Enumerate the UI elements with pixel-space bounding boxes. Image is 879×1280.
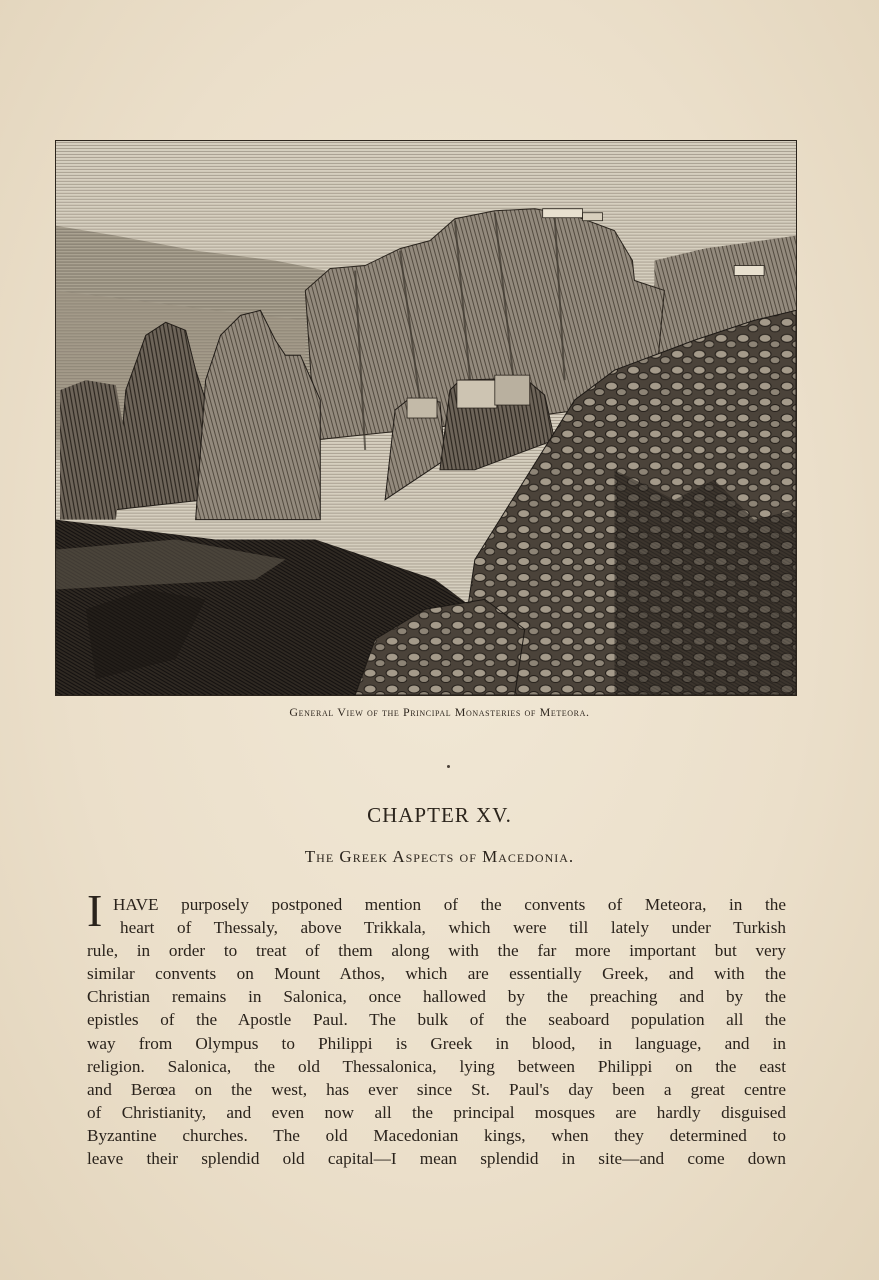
body-line: rule, in order to treat of them along with the far more important but very [87,941,786,961]
body-line: similar convents on Mount Athos, which are essentially Greek, and with the [87,964,786,984]
chapter-title: CHAPTER XV. [367,803,512,827]
body-line: and Berœa on the west, has ever since St. Paul's day been a great centre [87,1079,786,1099]
body-line: epistles of the Apostle Paul. The bulk of the seaboard population all the [87,1010,786,1030]
meteora-engraving [55,140,797,696]
body-line: way from Olympus to Philippi is Greek in blood, in language, and in [87,1033,786,1053]
figure-caption: General View of the Principal Monasteries of Meteora. [289,705,590,719]
chapter-subtitle: The Greek Aspects of Macedonia. [304,847,575,866]
drop-cap: I [87,885,103,936]
body-line: HAVE purposely postponed mention of the convents of Meteora, in the [113,895,786,914]
body-line: religion. Salonica, the old Thessalonica, lying between Philippi on the east [87,1056,786,1076]
stray-mark [447,765,450,768]
body-paragraph [87,893,786,1170]
body-line: heart of Thessaly, above Trikkala, which were till lately under Turkish [120,918,786,938]
body-line: of Christianity, and even now all the principal mosques are hardly disguised [87,1102,786,1122]
body-line: leave their splendid old capital—I mean splendid in site—and come down [87,1149,786,1169]
body-line: Byzantine churches. The old Macedonian kings, when they determined to [87,1125,786,1145]
body-line: Christian remains in Salonica, once hallowed by the preaching and by the [87,987,786,1007]
